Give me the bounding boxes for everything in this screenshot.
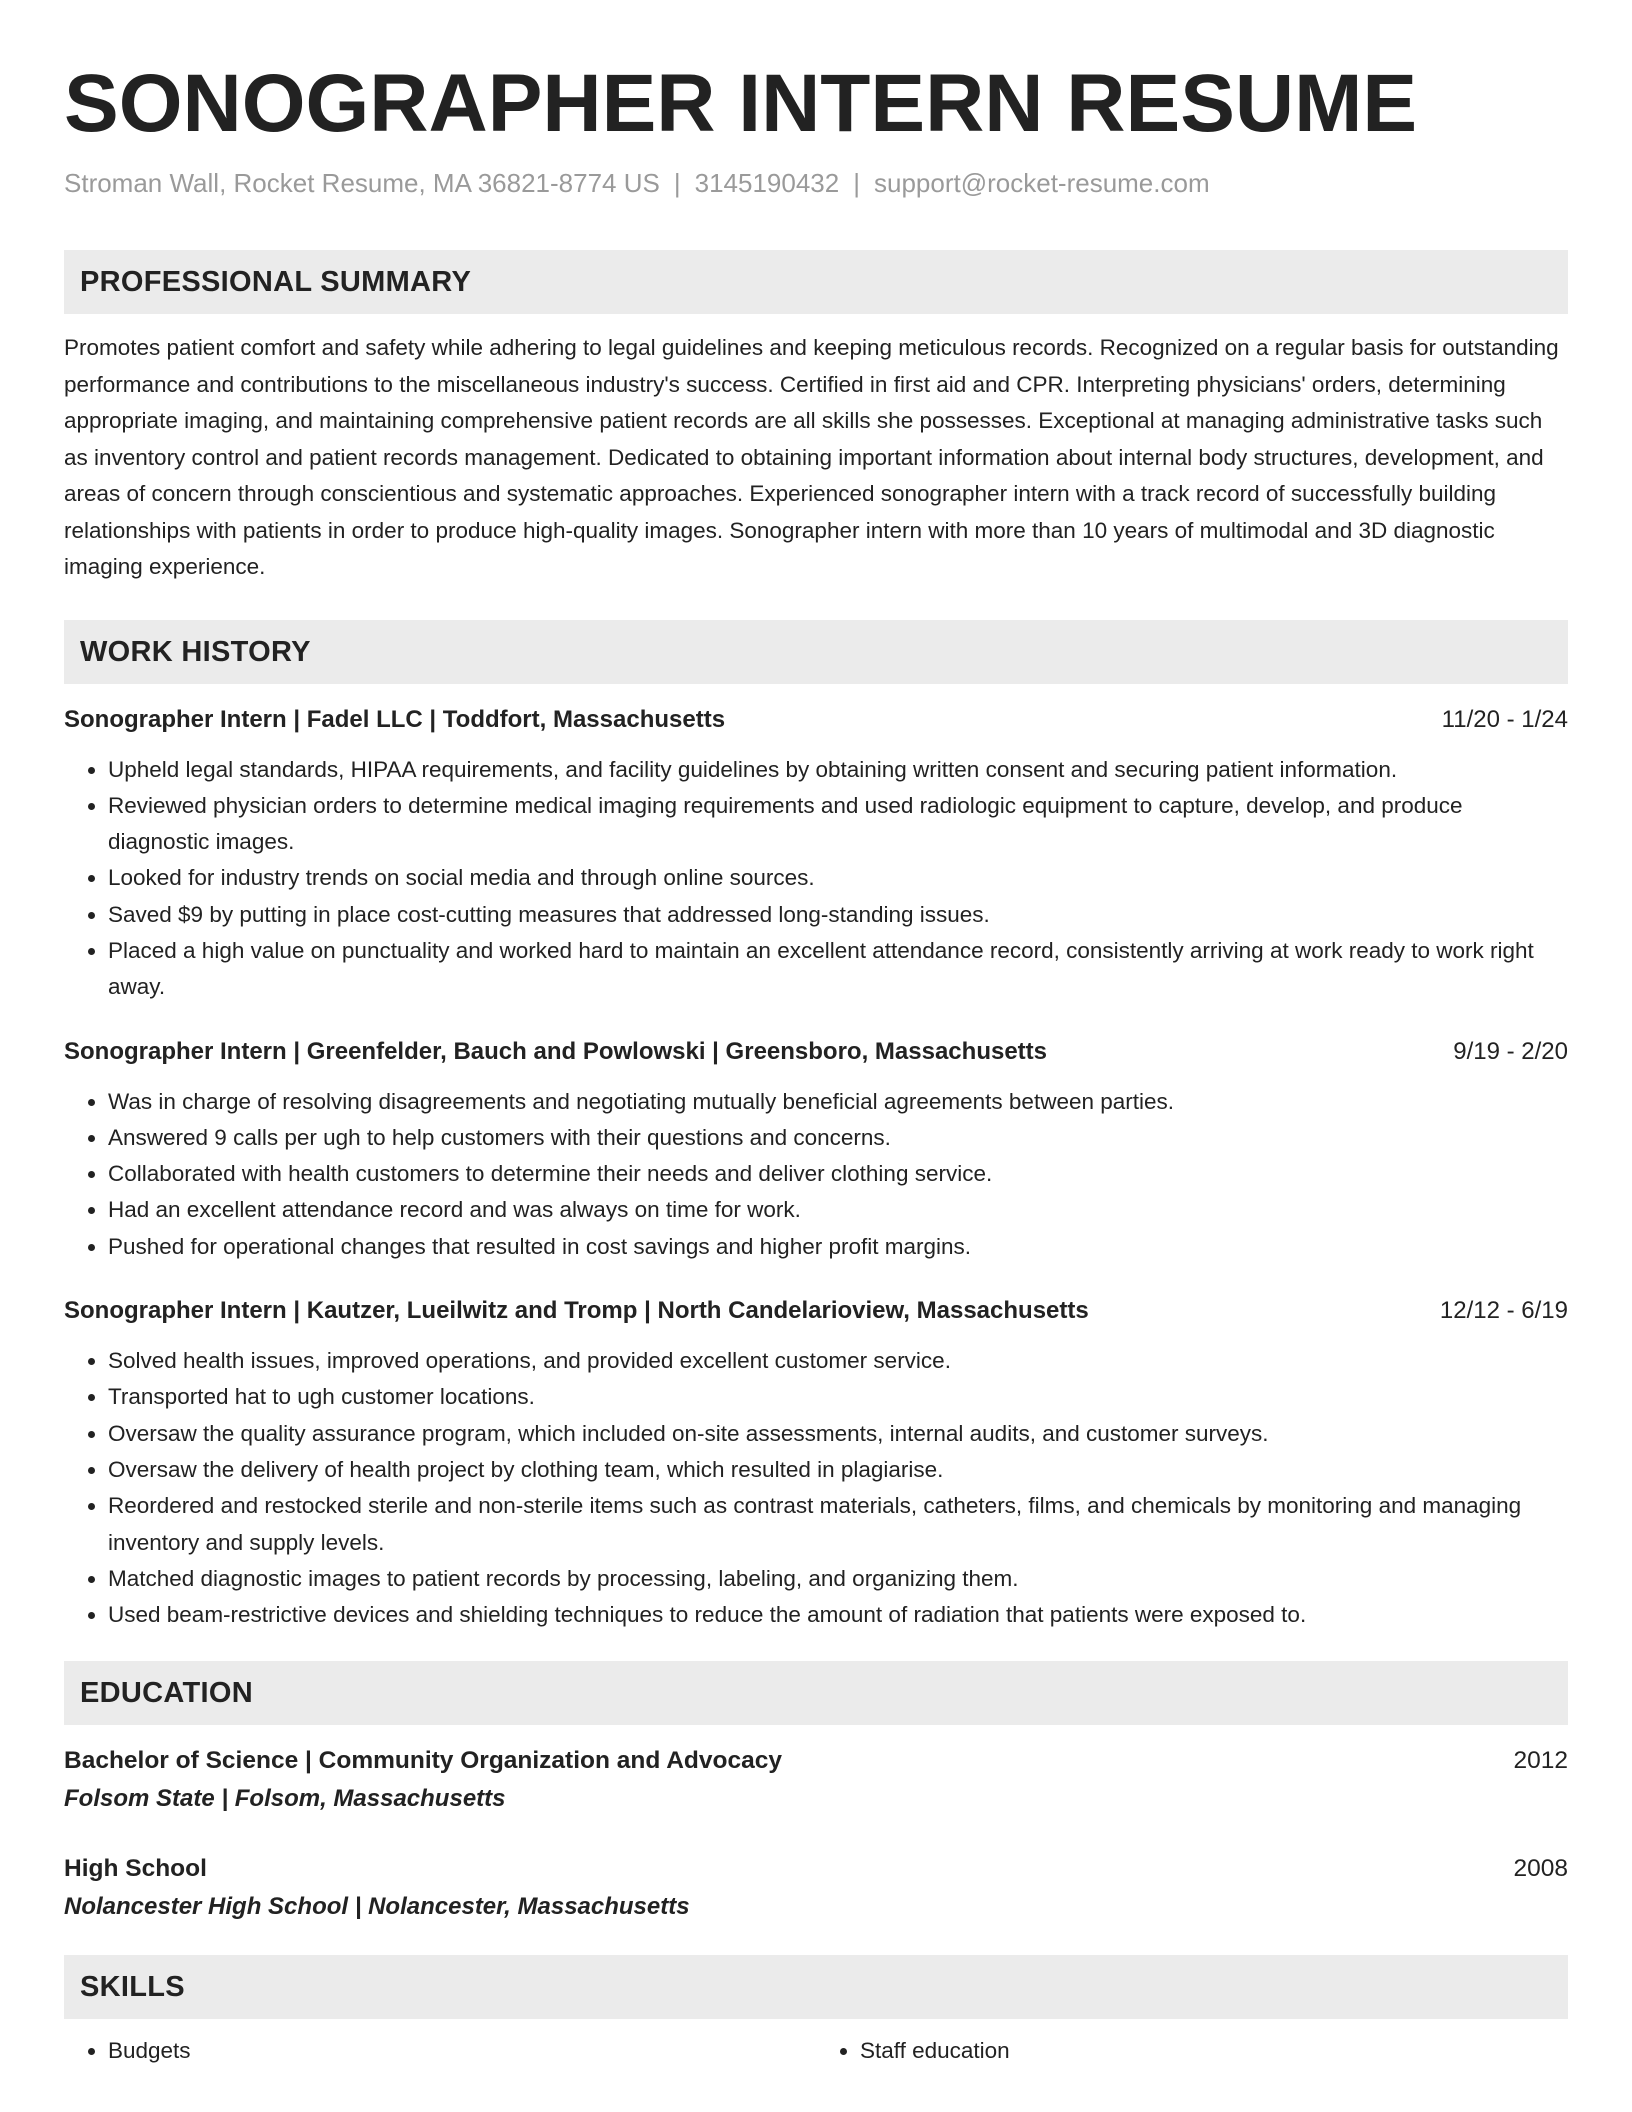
job-bullet: • Collaborated with health customers to determine their needs and deliver clothing service. — [108, 1156, 1568, 1192]
contact-separator: | — [853, 168, 860, 198]
education-header — [64, 1851, 1568, 1887]
contact-email[interactable]: support@rocket-resume.com — [874, 168, 1210, 198]
skills-column-right — [816, 2033, 1568, 2069]
job-bullet: • Reordered and restocked sterile and non-sterile items such as contrast materials, catheters, films, and chemicals by monitoring and managing inventory and supply levels. — [108, 1488, 1568, 1561]
job-bullet: • Looked for industry trends on social media and through online sources. — [108, 860, 1568, 896]
job-bullet: • Placed a high value on punctuality and worked hard to maintain an excellent attendance record, consistently arriving at work ready to work right away. — [108, 933, 1568, 1006]
job-bullet: • Solved health issues, improved operations, and provided excellent customer service. — [108, 1343, 1568, 1379]
job-bullet: • Transported hat to ugh customer locations. — [108, 1379, 1568, 1415]
job-bullet: • Oversaw the delivery of health project by clothing team, which resulted in plagiarise. — [108, 1452, 1568, 1488]
education-school: Folsom State | Folsom, Massachusetts — [64, 1785, 506, 1813]
contact-address: Stroman Wall, Rocket Resume, MA 36821-8774 US — [64, 168, 660, 198]
job-header — [64, 1034, 1568, 1070]
job-bullets — [64, 1343, 1568, 1633]
job-header — [64, 702, 1568, 738]
job-entry — [64, 1293, 1568, 1633]
skill-item: • Budgets — [108, 2033, 816, 2069]
job-title: Sonographer Intern | Fadel LLC | Toddfort, Massachusetts — [64, 705, 726, 733]
job-title: Sonographer Intern | Kautzer, Lueilwitz and Tromp | North Candelarioview, Massachusetts — [64, 1297, 1089, 1325]
job-bullet: • Upheld legal standards, HIPAA requirements, and facility guidelines by obtaining written consent and securing patient information. — [108, 752, 1568, 788]
job-bullet: • Was in charge of resolving disagreements and negotiating mutually beneficial agreements between parties. — [108, 1084, 1568, 1120]
resume-page — [64, 56, 1568, 2070]
job-dates: 12/12 - 6/19 — [1439, 1297, 1568, 1325]
contact-line — [64, 166, 1568, 200]
skills-column-left — [64, 2033, 816, 2069]
education-year: 2012 — [1513, 1747, 1568, 1775]
education-entry — [64, 1851, 1568, 1927]
contact-separator: | — [673, 168, 681, 198]
job-bullets — [64, 752, 1568, 1006]
job-header — [64, 1293, 1568, 1329]
section-header-skills: SKILLS — [64, 1955, 1568, 2019]
section-header-work-history: WORK HISTORY — [64, 620, 1568, 684]
education-degree: High School — [64, 1855, 207, 1883]
job-bullet: • Pushed for operational changes that resulted in cost savings and higher profit margins. — [108, 1229, 1568, 1265]
job-bullets — [64, 1084, 1568, 1265]
job-entry — [64, 702, 1568, 1006]
education-header — [64, 1743, 1568, 1779]
education-school: Nolancester High School | Nolancester, Massachusetts — [64, 1893, 690, 1921]
section-header-education: EDUCATION — [64, 1661, 1568, 1725]
job-entry — [64, 1034, 1568, 1265]
job-bullet: • Used beam-restrictive devices and shielding techniques to reduce the amount of radiation that patients were exposed to. — [108, 1597, 1568, 1633]
resume-title: SONOGRAPHER INTERN RESUME — [64, 58, 1418, 149]
job-bullet: • Answered 9 calls per ugh to help customers with their questions and concerns. — [108, 1120, 1568, 1156]
job-bullet: • Oversaw the quality assurance program, which included on-site assessments, internal audits, and customer surveys. — [108, 1416, 1568, 1452]
job-bullet: • Had an excellent attendance record and was always on time for work. — [108, 1192, 1568, 1228]
summary-text: Promotes patient comfort and safety while adhering to legal guidelines and keeping meticulous records. Recognized on a regular basis for outstanding performance and contributions to the miscellaneous industry's success. Certified in first aid and CPR. Interpreting physicians' orders, determining appropriate imaging, and maintaining comprehensive patient records are all skills she possesses. Exceptional at managing administrative tasks such as inventory control and patient records management. Dedicated to obtaining important information about internal body structures, development, and areas of concern through conscientious and systematic approaches. Experienced sonographer intern with a track record of successfully building relationships with patients in order to produce high-quality images. Sonographer intern with more than 10 years of multimodal and 3D diagnostic imaging experience. — [64, 335, 1559, 579]
education-year: 2008 — [1513, 1855, 1568, 1883]
job-dates: 9/19 - 2/20 — [1453, 1037, 1568, 1065]
job-dates: 11/20 - 1/24 — [1441, 705, 1568, 733]
section-header-summary: PROFESSIONAL SUMMARY — [64, 250, 1568, 314]
contact-phone: 3145190432 — [694, 168, 840, 198]
job-title: Sonographer Intern | Greenfelder, Bauch and Powlowski | Greensboro, Massachusetts — [64, 1037, 1048, 1065]
job-bullet: • Matched diagnostic images to patient records by processing, labeling, and organizing them. — [108, 1561, 1568, 1597]
job-bullet: • Saved $9 by putting in place cost-cutting measures that addressed long-standing issues. — [108, 897, 1568, 933]
education-entry — [64, 1743, 1568, 1819]
education-degree: Bachelor of Science | Community Organization and Advocacy — [64, 1747, 782, 1775]
skill-item: • Staff education — [860, 2033, 1568, 2069]
skills-grid — [64, 2033, 1568, 2069]
job-bullet: • Reviewed physician orders to determine medical imaging requirements and used radiologic equipment to capture, develop, and produce diagnostic images. — [108, 788, 1568, 861]
